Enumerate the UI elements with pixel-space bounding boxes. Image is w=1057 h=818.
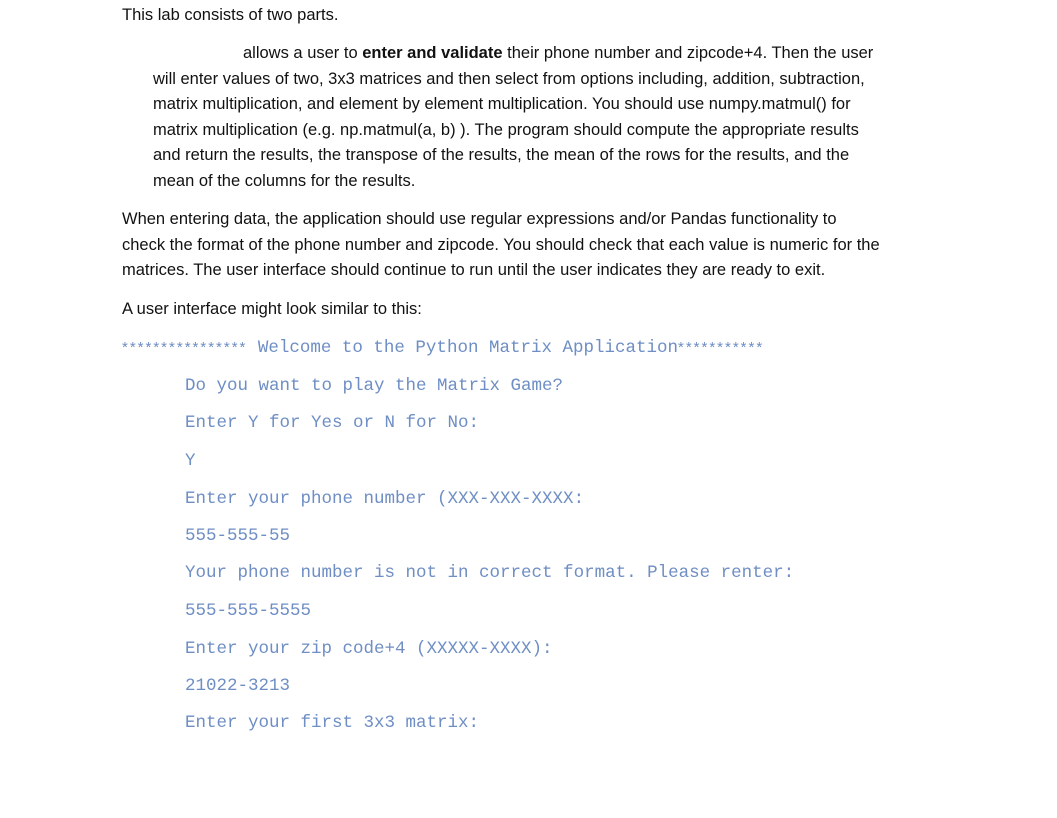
console-line-matrix-prompt: Enter your first 3x3 matrix: [185, 713, 480, 733]
console-line-prompt-play: Do you want to play the Matrix Game? [185, 376, 564, 396]
paragraph-line [153, 41, 943, 67]
console-line-answer: Y [185, 451, 196, 471]
paragraph-line: matrices. The user interface should continue to run until the user indicates they are ready to exit. [122, 261, 826, 279]
requirements-paragraph [122, 207, 952, 284]
description-paragraph [153, 41, 943, 194]
paragraph-line: and return the results, the transpose of the results, the mean of the rows for the results, and the [153, 146, 850, 164]
console-line-zip-value: 21022-3213 [185, 676, 291, 696]
paragraph-line: mean of the columns for the results. [153, 171, 416, 190]
console-banner [122, 337, 764, 359]
bold-emphasis: enter and validate [362, 44, 503, 62]
paragraph-line: matrix multiplication (e.g. np.matmul(a, b) ). The program should compute the appropriate results [153, 120, 859, 139]
banner-right-stars: *********** [677, 339, 765, 356]
paragraph-line: matrix multiplication, and element by element multiplication. You should use numpy.matmul() for [153, 95, 851, 113]
paragraph-line: will enter values of two, 3x3 matrices and then select from options including, addition, subtraction, [153, 69, 865, 88]
paragraph-line: check the format of the phone number and zipcode. You should check that each value is numeric for the [122, 235, 880, 254]
example-lead-text: A user interface might look similar to this: [122, 300, 422, 318]
line-rest: their phone number and zipcode+4. Then the user [502, 44, 874, 62]
console-line-phone-good: 555-555-5555 [185, 601, 312, 621]
paragraph-line: When entering data, the application should use regular expressions and/or Pandas functionality to [122, 210, 837, 228]
console-line-zip-prompt: Enter your zip code+4 (XXXXX-XXXX): [185, 639, 553, 659]
console-line-phone-prompt: Enter your phone number (XXX-XXX-XXXX: [185, 489, 585, 509]
console-line-phone-bad: 555-555-55 [185, 526, 291, 546]
intro-text: This lab consists of two parts. [122, 6, 339, 24]
console-line-prompt-yn: Enter Y for Yes or N for No: [185, 413, 480, 433]
console-line-phone-error: Your phone number is not in correct format. Please renter: [185, 563, 795, 583]
lead-text: allows a user to [243, 44, 363, 62]
banner-title: Welcome to the Python Matrix Application [247, 338, 678, 358]
banner-left-stars: **************** [122, 339, 248, 356]
